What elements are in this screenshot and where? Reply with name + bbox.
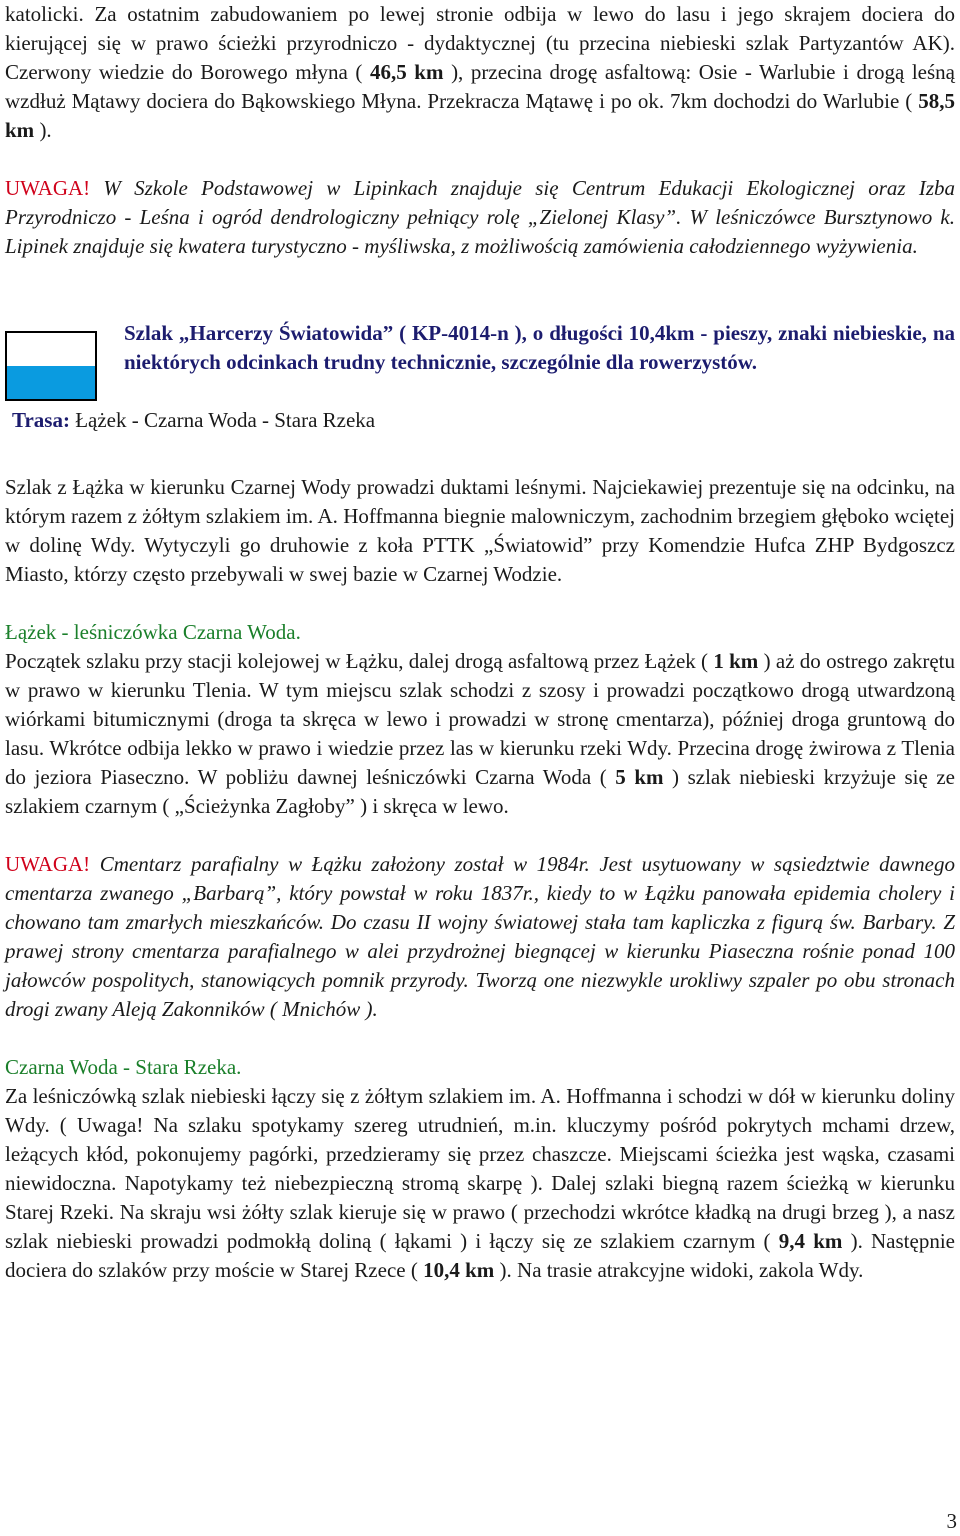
intro-paragraph: [5, 0, 955, 145]
section-2-text-1: Za leśniczówką szlak niebieski łączy się z żółtym szlakiem im. A. Hoffmanna i schodzi w dół w kierunku doliny Wdy. ( Uwaga! Na szlaku spotykamy szereg utrudnień, m.in. kluczymy pośród pokrytych mchami drzew, leżących kłód, pokonujemy pagórki, przedzieramy się przez chaszcze. Miejscami ścieżka jest wąska, czasami niewidoczna. Napotykamy też niebezpieczną stromą skarpę ). Dalej szlaki biegną razem ścieżką w kierunku Starej Rzeki. Na skraju wsi żółty szlak kieruje się w prawo ( przechodzi wkrótce kładką na drugi brzeg ), a nasz szlak niebieski prowadzi podmokłą doliną ( łąkami ) i łączy się ze szlakiem czarnym (: [5, 1084, 955, 1253]
section-2-distance-2: 10,4 km: [417, 1258, 500, 1282]
section-2-heading: Czarna Woda - Stara Rzeka.: [5, 1055, 242, 1079]
trail-description: Szlak z Łążka w kierunku Czarnej Wody prowadzi duktami leśnymi. Najciekawiej prezentuje się na odcinku, na którym razem z żółtym szlakiem im. A. Hoffmanna biegnie malowniczym, zachodnim brzegiem głęboko wciętej w dolinę Wdy. Wytyczyli go druhowie z koła PTTK „Światowid” przy Komendzie Hufca ZHP Bydgoszcz Miasto, którzy często przebywali w swej bazie w Czarnej Wodzie.: [5, 475, 955, 586]
trail-route: [12, 406, 375, 435]
section-1-text-1: Początek szlaku przy stacji kolejowej w Łążku, dalej drogą asfaltową przez Łążek (: [5, 649, 709, 673]
trail-marker-icon: [5, 331, 97, 401]
section-1-text-3: ) szlak niebieski krzyżuje się ze szlakiem czarnym ( „Ścieżynka Zagłoby” ) i skręca w lewo.: [5, 765, 955, 818]
section-1-distance-2: 5 km: [606, 765, 673, 789]
note-label-1: UWAGA!: [5, 176, 91, 200]
section-2: [5, 1053, 955, 1285]
document-page: [5, 0, 955, 1285]
intro-text-1: katolicki. Za ostatnim zabudowaniem po lewej stronie odbija w lewo do lasu i jego skrajem dociera do kierującej się w prawo ścieżki przyrodniczo - dydaktycznej (tu przecina niebieski szlak Partyzantów AK). Czerwony wiedzie do Borowego młyna (: [5, 2, 955, 84]
section-1-distance-1: 1 km: [708, 649, 764, 673]
section-2-distance-1: 9,4 km: [770, 1229, 851, 1253]
intro-distance-1: 46,5 km: [362, 60, 452, 84]
section-1: [5, 618, 955, 821]
intro-distance-2: 58,5 km: [5, 89, 955, 142]
note-text-2: Cmentarz parafialny w Łążku założony został w 1984r. Jest usytuowany w sąsiedztwie dawnego cmentarza zwanego „Barbarą”, który powstał w roku 1837r., kiedy to w Łążku panowała epidemia cholery i chowano tam zmarłych mieszkańców. Do czasu II wojny światowej stała tam kapliczka z figurą św. Barbary. Z prawej strony cmentarza parafialnego w alei przydrożnej biegnącej w kierunku Piaseczna rośnie ponad 100 jałowców pospolitych, stanowiących pomnik przyrody. Tworzą one niezwykle urokliwy szpaler po obu stronach drogi zwany Aleją Zakonników ( Mnichów ).: [5, 852, 955, 1021]
section-1-heading: Łążek - leśniczówka Czarna Woda.: [5, 620, 301, 644]
intro-text-2: ), przecina drogę asfaltową: Osie - Warlubie i drogą leśną wzdłuż Mątawy dociera do Bąkowskiego Młyna. Przekracza Mątawę i po ok. 7km dochodzi do Warlubie (: [5, 60, 955, 113]
note-text-1: W Szkole Podstawowej w Lipinkach znajduje się Centrum Edukacji Ekologicznej oraz Izba Przyrodniczo - Leśna i ogród dendrologiczny pełniący rolę „Zielonej Klasy”. W leśniczówce Bursztynowo k. Lipinek znajduje się kwatera turystyczno - myśliwska, z możliwością zamówienia całodziennego wyżywienia.: [5, 176, 955, 258]
trail-title: Szlak „Harcerzy Światowida” ( KP-4014-n ), o długości 10,4km - pieszy, znaki niebieskie, na niektórych odcinkach trudny technicznie, szczególnie dla rowerzystów.: [124, 321, 955, 374]
trail-route-label: Trasa:: [12, 408, 70, 432]
section-2-text-3: ). Na trasie atrakcyjne widoki, zakola Wdy.: [499, 1258, 864, 1282]
intro-text-3: ).: [39, 118, 52, 142]
trail-marker-blue-stripe: [7, 366, 95, 400]
page-number: 3: [946, 1509, 957, 1533]
trail-route-text: Łążek - Czarna Woda - Stara Rzeka: [69, 408, 376, 432]
trail-marker-white-stripe: [7, 333, 95, 366]
note-paragraph-2: [5, 850, 955, 1024]
section-1-text-2: ) aż do ostrego zakrętu w prawo w kierunku Tlenia. W tym miejscu szlak schodzi z szosy i prowadzi początkowo drogą utwardzoną wiórkami bitumicznymi (droga ta skręca w lewo i prowadzi w stronę cmentarza), później droga gruntową do lasu. Wkrótce odbija lekko w prawo i wiedzie przez las w kierunku rzeki Wdy. Przecina drogę żwirowa z Tlenia do jeziora Piaseczno. W pobliżu dawnej leśniczówki Czarna Woda (: [5, 649, 955, 789]
trail-header: [5, 319, 955, 444]
note-label-2: UWAGA!: [5, 852, 91, 876]
section-2-text-2: ). Następnie dociera do szlaków przy moście w Starej Rzece (: [5, 1229, 955, 1282]
note-paragraph-1: [5, 174, 955, 261]
